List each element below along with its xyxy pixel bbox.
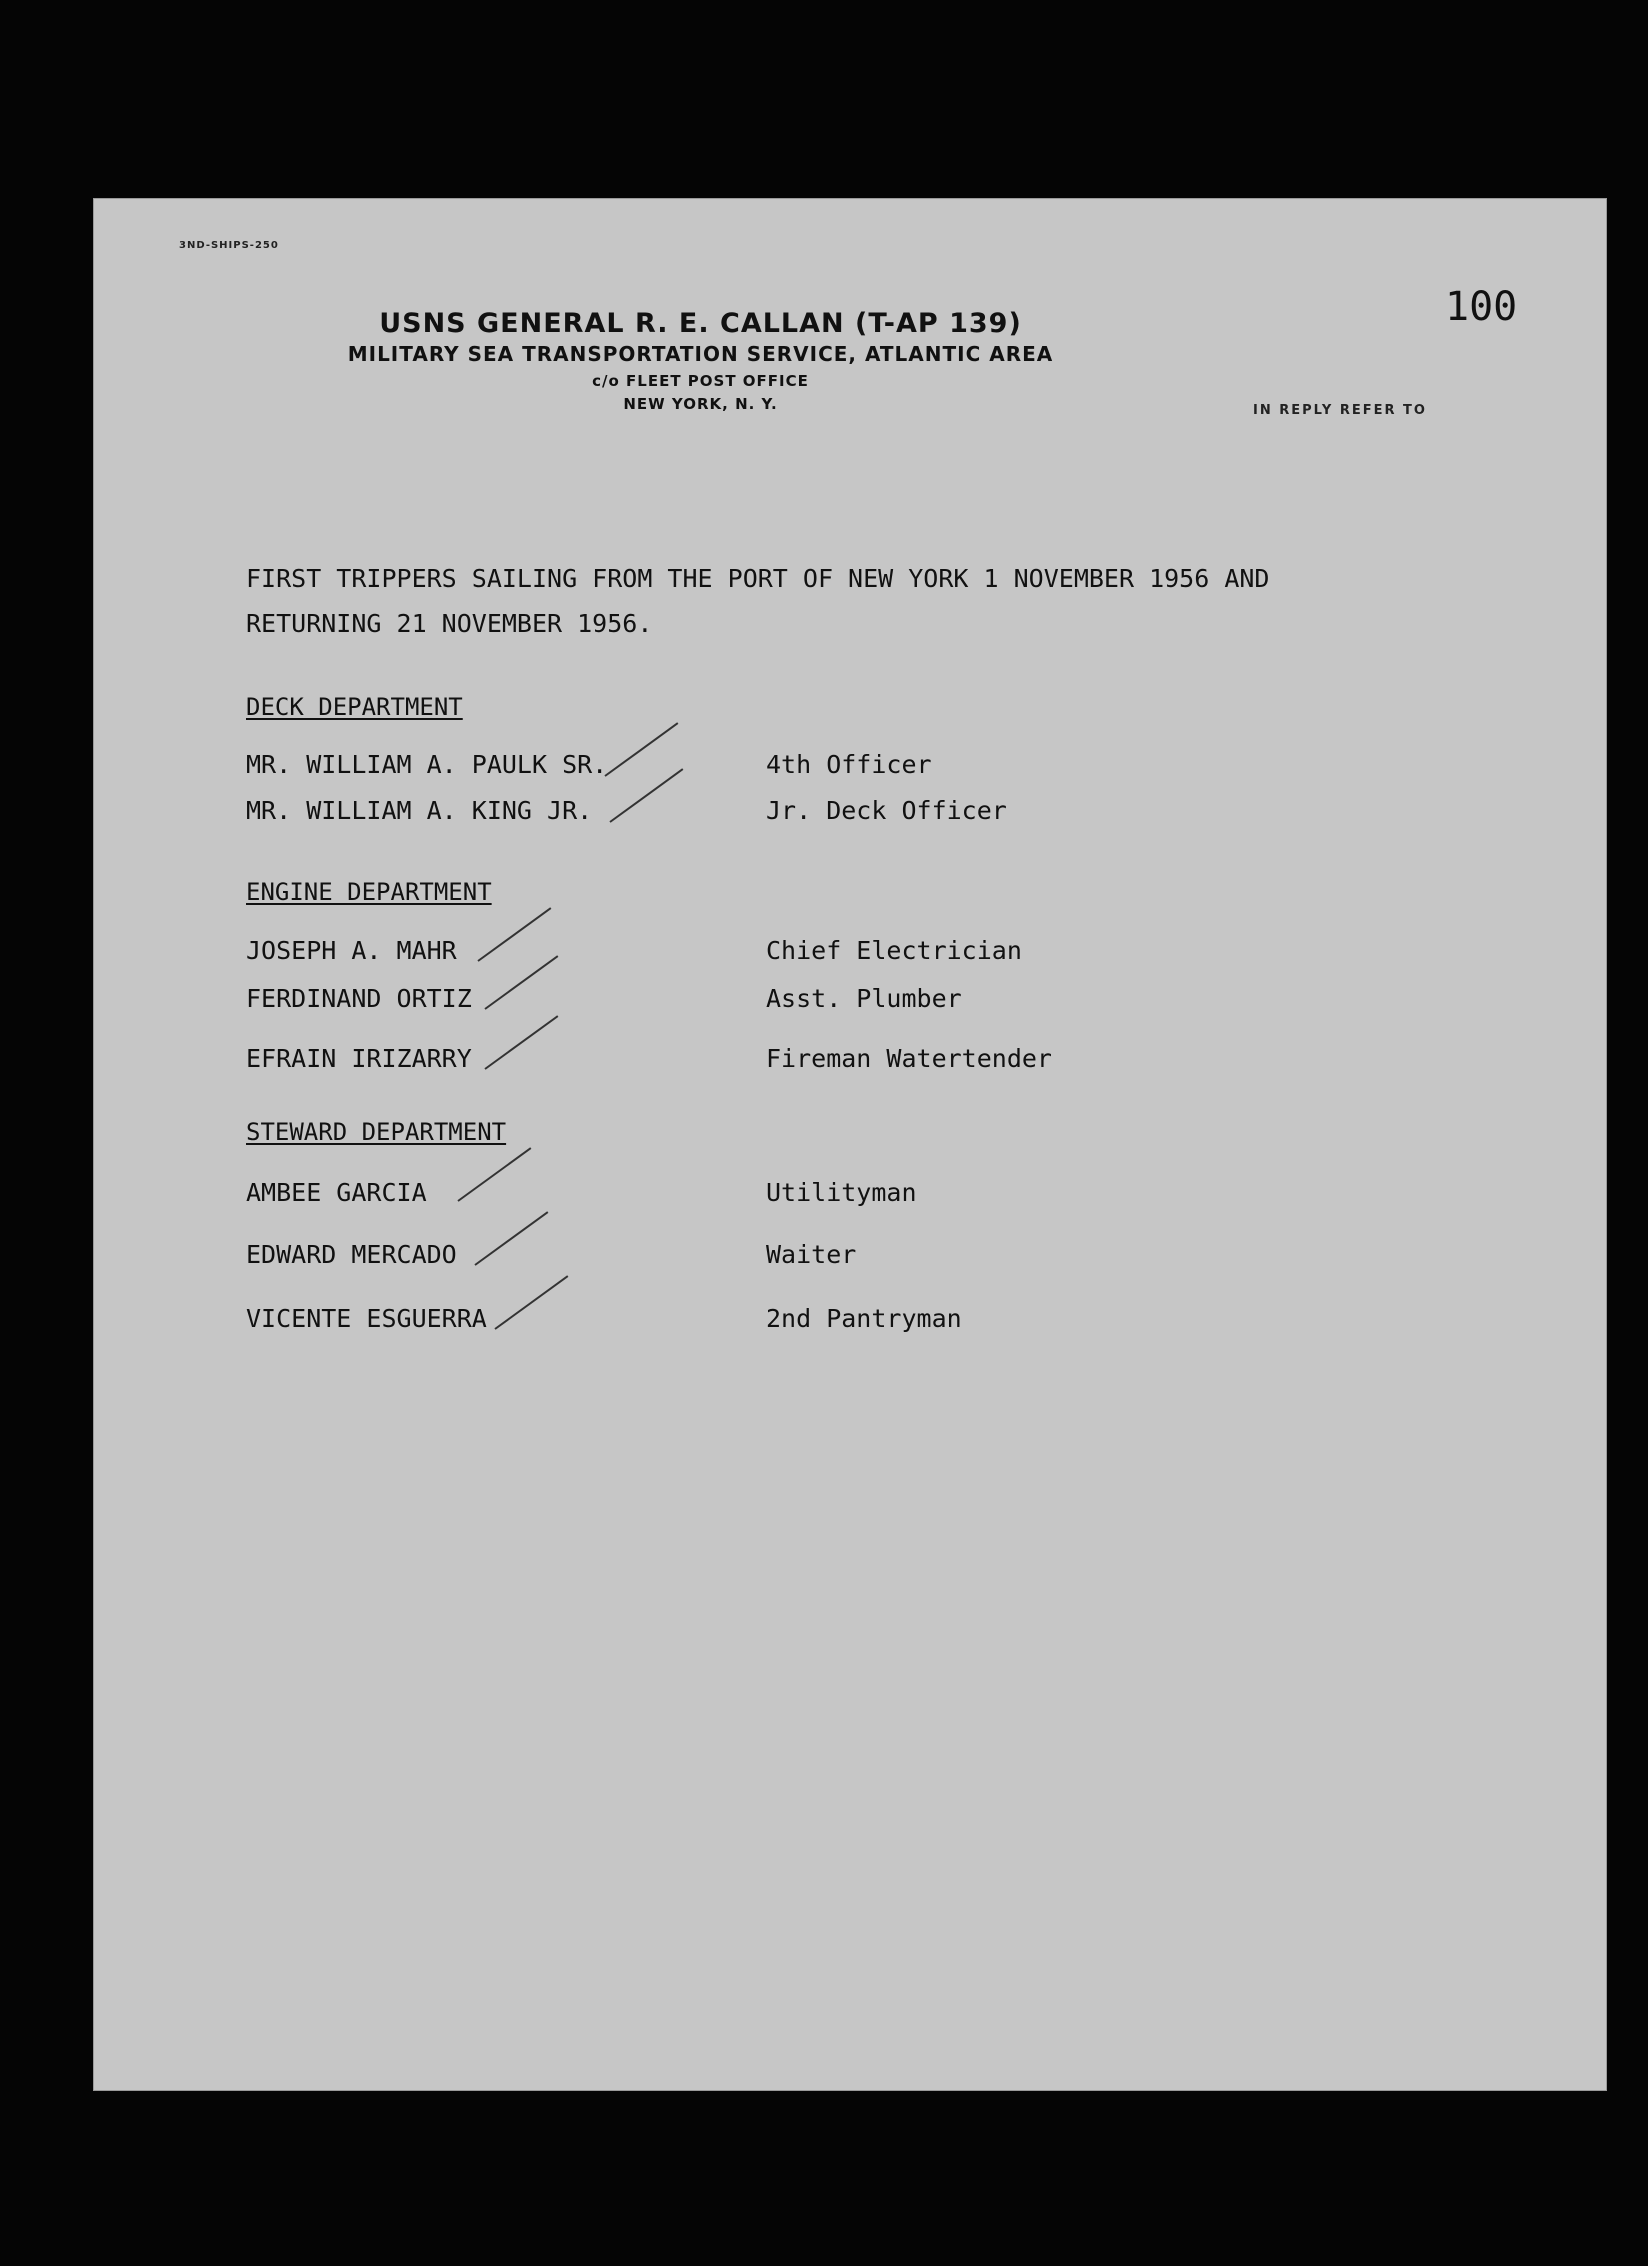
crew-title: Asst. Plumber — [766, 984, 962, 1013]
crew-row — [246, 1178, 1246, 1214]
crew-title: Jr. Deck Officer — [766, 796, 1007, 825]
reply-refer-label: IN REPLY REFER TO — [1253, 403, 1427, 418]
crew-title: Utilityman — [766, 1178, 917, 1207]
crew-name: MR. WILLIAM A. KING JR. — [246, 796, 593, 825]
form-code: 3ND-SHIPS-250 — [179, 240, 279, 251]
crew-title: Fireman Watertender — [766, 1044, 1052, 1073]
crew-name: VICENTE ESGUERRA — [246, 1304, 487, 1333]
page-number: 100 — [1445, 284, 1518, 330]
intro-line-1: FIRST TRIPPERS SAILING FROM THE PORT OF NEW YORK 1 NOVEMBER 1956 AND — [246, 564, 1270, 593]
crew-name: EDWARD MERCADO — [246, 1240, 457, 1269]
crew-title: Waiter — [766, 1240, 857, 1269]
letterhead — [93, 308, 1308, 418]
crew-name: AMBEE GARCIA — [246, 1178, 427, 1207]
document-page — [93, 198, 1607, 2091]
crew-row — [246, 1044, 1246, 1080]
ship-name: USNS GENERAL R. E. CALLAN (T-AP 139) — [379, 308, 1022, 339]
crew-title: Chief Electrician — [766, 936, 1022, 965]
crew-row — [246, 1304, 1246, 1340]
city: NEW YORK, N. Y. — [623, 395, 778, 413]
crew-row — [246, 936, 1246, 972]
department-heading-deck: DECK DEPARTMENT — [246, 693, 463, 721]
service-name: MILITARY SEA TRANSPORTATION SERVICE, ATLANTIC AREA — [347, 342, 1054, 366]
crew-title: 2nd Pantryman — [766, 1304, 962, 1333]
crew-name: FERDINAND ORTIZ — [246, 984, 472, 1013]
crew-row — [246, 750, 1246, 786]
intro-paragraph — [246, 556, 1396, 646]
crew-name: MR. WILLIAM A. PAULK SR. — [246, 750, 608, 779]
crew-row — [246, 796, 1246, 832]
crew-name: JOSEPH A. MAHR — [246, 936, 457, 965]
department-heading-steward: STEWARD DEPARTMENT — [246, 1118, 507, 1146]
crew-title: 4th Officer — [766, 750, 932, 779]
crew-name: EFRAIN IRIZARRY — [246, 1044, 472, 1073]
crew-row — [246, 984, 1246, 1020]
intro-line-2: RETURNING 21 NOVEMBER 1956. — [246, 609, 653, 638]
post-office: c/o FLEET POST OFFICE — [592, 372, 809, 390]
crew-row — [246, 1240, 1246, 1276]
department-heading-engine: ENGINE DEPARTMENT — [246, 878, 492, 906]
